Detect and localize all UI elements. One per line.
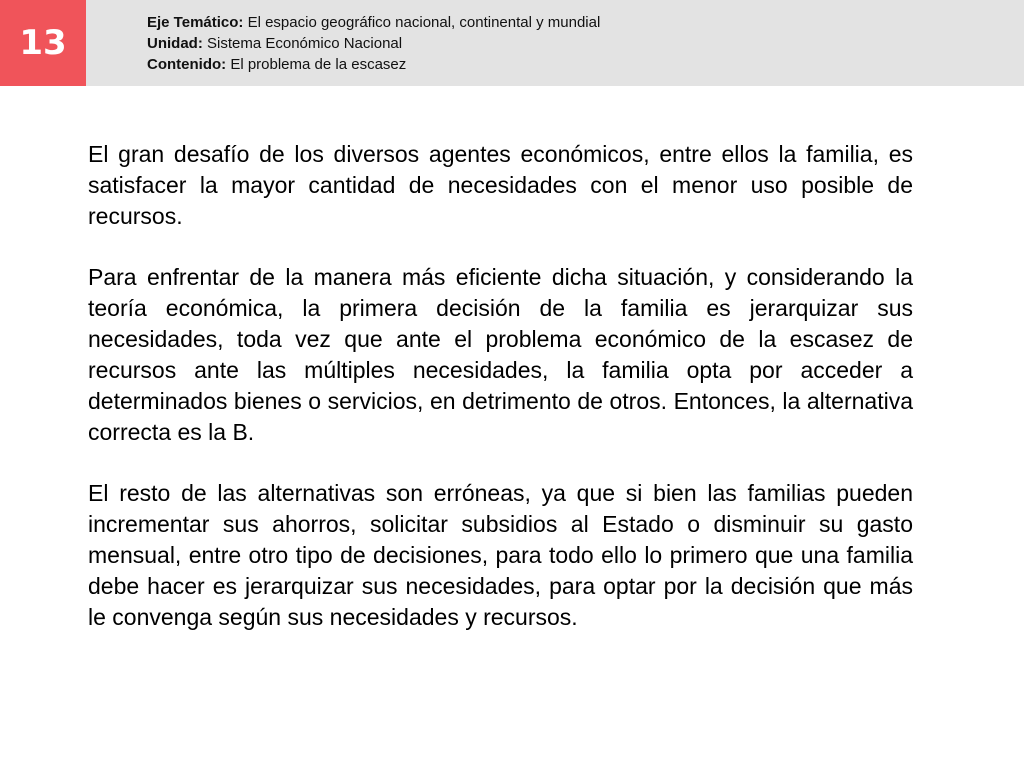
topic-metadata: [147, 12, 600, 75]
contenido-line: [147, 54, 600, 75]
eje-tematico-value: El espacio geográfico nacional, continental y mundial: [243, 14, 601, 31]
unidad-label: Unidad:: [147, 35, 203, 52]
unidad-line: [147, 33, 600, 54]
paragraph-intro: El gran desafío de los diversos agentes económicos, entre ellos la familia, es satisfacer la mayor cantidad de necesidades con el menor uso posible de recursos.: [88, 141, 913, 229]
paragraph-other-alternatives: El resto de las alternativas son erróneas, ya que si bien las familias pueden incrementar sus ahorros, solicitar subsidios al Estado o disminuir su gasto mensual, entre otro tipo de decisiones, para todo ello lo primero que una familia debe hacer es jerarquizar sus necesidades, para optar por la decisión que más le convenga según sus necesidades y recursos.: [88, 480, 913, 630]
contenido-label: Contenido:: [147, 56, 227, 73]
contenido-value: El problema de la escasez: [226, 56, 407, 73]
unidad-value: Sistema Económico Nacional: [202, 35, 403, 52]
paragraph-answer: Para enfrentar de la manera más eficiente dicha situación, y considerando la teoría económica, la primera decisión de la familia es jerarquizar sus necesidades, toda vez que ante el problema económico de la escasez de recursos ante las múltiples necesidades, la familia opta por acceder a determinados bienes o servicios, en detrimento de otros. Entonces, la alternativa correcta es la B.: [88, 264, 913, 445]
slide-number-badge: 13: [0, 0, 86, 86]
eje-tematico-line: [147, 12, 600, 33]
eje-tematico-label: Eje Temático:: [147, 14, 244, 31]
explanation-body: [88, 139, 913, 663]
